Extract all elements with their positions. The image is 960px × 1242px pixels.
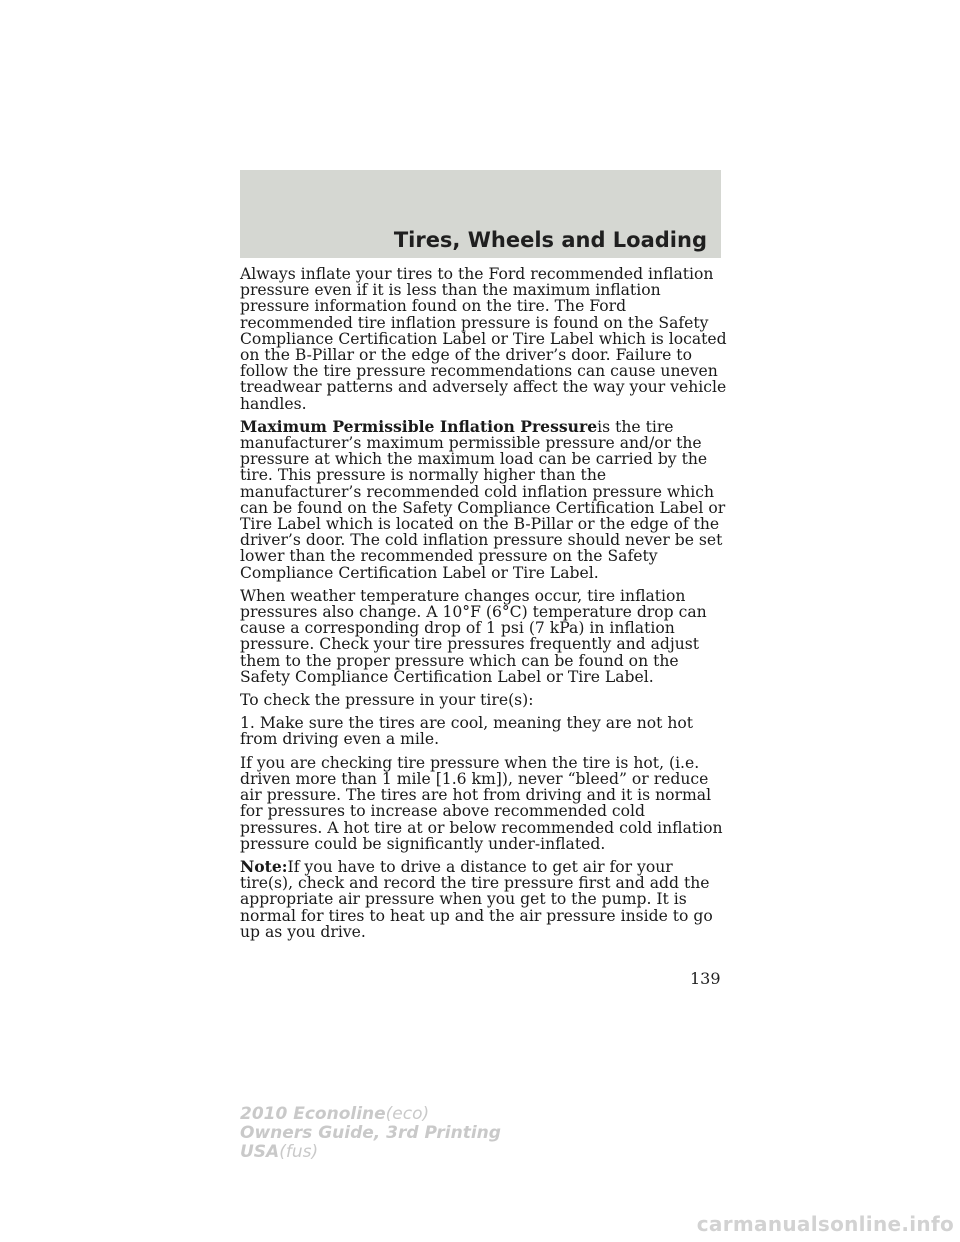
paragraph-check-intro: To check the pressure in your tire(s):: [240, 691, 534, 710]
paragraph-max-pressure-text: is the tire manufacturer’s maximum permissible pressure and/or the pressure at which the maximum load can be carried by the tire. This pressure is normally higher than the manufacturer’s recommended cold inflation pressure which can be found on the Safety Compliance Certification Label or Tire Label which is located on the B-Pillar or the edge of the driver’s door. The cold inflation pressure should never be set lower than the recommended pressure on the Safety Compliance Certification Label or Tire Label.: [240, 417, 726, 582]
section-title: Tires, Wheels and Loading: [393, 228, 707, 252]
footer-model-code: (eco): [385, 1104, 430, 1124]
paragraph-max-pressure: [240, 416, 730, 582]
body-text: [240, 266, 730, 947]
paragraph-temperature: When weather temperature changes occur, tire inflation pressures also change. A 10°F (6°C) temperature drop can cause a corresponding drop of 1 psi (7 kPa) in inflation pressure. Check your tire pressures frequently and adjust them to the proper pressure which can be found on the Safety Compliance Certification Label or Tire Label.: [240, 586, 707, 686]
page-number: 139: [690, 969, 721, 988]
paragraph-step-1: 1. Make sure the tires are cool, meaning they are not hot from driving even a mile.: [240, 714, 694, 749]
footer: [240, 1105, 501, 1162]
paragraph-note-text: If you have to drive a distance to get air for your tire(s), check and record the tire pressure first and add the appropriate air pressure when you get to the pump. It is normal for tires to heat up and the air pressure inside to go up as you drive.: [240, 857, 713, 941]
paragraph-note: [240, 856, 730, 941]
term-max-pressure: Maximum Permissible Inflation Pressure: [240, 416, 598, 436]
footer-market-code: (fus): [279, 1142, 319, 1162]
footer-line-1: [240, 1105, 501, 1124]
note-label: Note:: [240, 856, 288, 876]
footer-line-2: Owners Guide, 3rd Printing: [240, 1123, 501, 1143]
footer-market: USA: [240, 1142, 280, 1162]
footer-line-3: [240, 1143, 501, 1162]
paragraph-inflate: Always inflate your tires to the Ford recommended inflation pressure even if it is less than the maximum inflation pressure information found on the tire. The Ford recommended tire inflation pressure is found on the Safety Compliance Certification Label or Tire Label which is located on the B-Pillar or the edge of the driver’s door. Failure to follow the tire pressure recommendations can cause uneven treadwear patterns and adversely affect the way your vehicle handles.: [240, 265, 727, 413]
paragraph-hot-tire: If you are checking tire pressure when the tire is hot, (i.e. driven more than 1 mile [1.6 km]), never “bleed” or reduce air pressure. The tires are hot from driving and it is normal for pressures to increase above recommended cold pressures. A hot tire at or below recommended cold inflation pressure could be significantly under-inflated.: [240, 753, 723, 853]
footer-model: 2010 Econoline: [240, 1104, 386, 1124]
watermark: carmanualsonline.info: [696, 1212, 954, 1236]
section-header: [240, 170, 721, 258]
